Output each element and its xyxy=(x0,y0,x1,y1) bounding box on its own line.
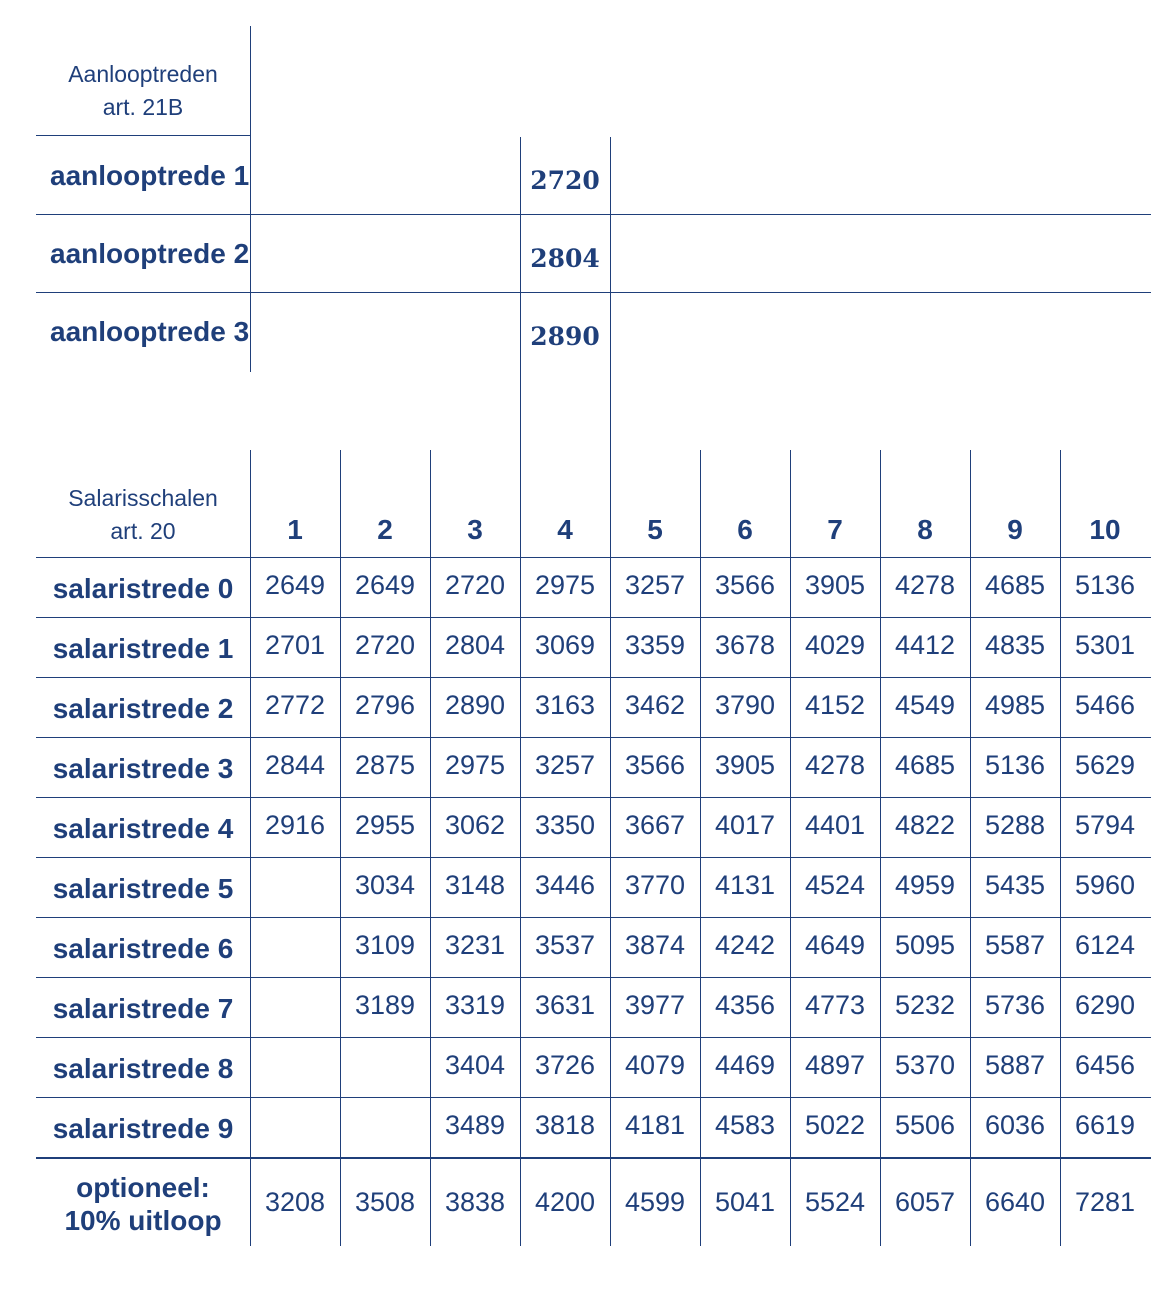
salary-cell: 3566 xyxy=(624,749,686,780)
salary-cell: 3667 xyxy=(624,809,686,840)
optional-cell: 5524 xyxy=(804,1186,866,1217)
optional-cell: 6640 xyxy=(984,1186,1046,1217)
salary-cell: 4152 xyxy=(804,689,866,720)
salary-cell: 5232 xyxy=(894,989,956,1020)
salary-cell: 6619 xyxy=(1074,1109,1136,1140)
scale-header-2: 2 xyxy=(377,514,393,545)
salary-cell: 3874 xyxy=(624,929,686,960)
salary-cell: 4079 xyxy=(624,1049,686,1080)
salary-cell: 4356 xyxy=(714,989,776,1020)
aanlooptrede-label: aanlooptrede 2 xyxy=(50,238,250,269)
salary-cell: 2955 xyxy=(354,809,416,840)
salary-cell: 5736 xyxy=(984,989,1046,1020)
salaris-header-line-2: art. 20 xyxy=(110,518,176,544)
salary-cell: 3062 xyxy=(444,809,506,840)
aanloop-header-line-1: Aanlooptreden xyxy=(68,61,218,87)
salaris-header xyxy=(36,480,250,550)
salary-cell: 2649 xyxy=(354,569,416,600)
salaristrede-label: salaristrede 7 xyxy=(52,993,234,1024)
salary-cell: 4278 xyxy=(894,569,956,600)
salary-cell: 3678 xyxy=(714,629,776,660)
salary-cell: 4835 xyxy=(984,629,1046,660)
salary-cell: 2649 xyxy=(264,569,326,600)
salary-cell: 2796 xyxy=(354,689,416,720)
salary-cell: 3189 xyxy=(354,989,416,1020)
optional-cell: 3508 xyxy=(354,1186,416,1217)
salary-cell: 5370 xyxy=(894,1049,956,1080)
salary-cell: 5136 xyxy=(1074,569,1136,600)
salary-cell: 2875 xyxy=(354,749,416,780)
aanloop-row-rule xyxy=(36,214,1151,215)
salary-cell: 4822 xyxy=(894,809,956,840)
salary-cell: 3359 xyxy=(624,629,686,660)
salary-cell xyxy=(250,916,340,974)
aanlooptrede-label: aanlooptrede 1 xyxy=(50,160,250,191)
salary-cell: 3148 xyxy=(444,869,506,900)
salary-cell: 5095 xyxy=(894,929,956,960)
aanloop-label-divider xyxy=(250,26,251,372)
salary-cell: 4131 xyxy=(714,869,776,900)
salaristrede-label: salaristrede 8 xyxy=(52,1053,234,1084)
salary-cell: 5960 xyxy=(1074,869,1136,900)
salary-cell: 3770 xyxy=(624,869,686,900)
salary-cell: 3069 xyxy=(534,629,596,660)
salary-cell: 3537 xyxy=(534,929,596,960)
salary-cell: 3404 xyxy=(444,1049,506,1080)
optional-cell: 4599 xyxy=(624,1186,686,1217)
scale-header-4: 4 xyxy=(557,514,573,545)
salary-cell: 3726 xyxy=(534,1049,596,1080)
salary-cell xyxy=(250,1036,340,1094)
salary-cell: 3905 xyxy=(714,749,776,780)
optional-label-line-2: 10% uitloop xyxy=(64,1205,222,1236)
aanloop-header-line-2: art. 21B xyxy=(102,94,184,120)
salary-cell: 2975 xyxy=(534,569,596,600)
optional-label xyxy=(36,1164,250,1244)
salary-cell: 5629 xyxy=(1074,749,1136,780)
salary-cell: 2975 xyxy=(444,749,506,780)
salary-cell: 5288 xyxy=(984,809,1046,840)
salary-cell: 4469 xyxy=(714,1049,776,1080)
salary-cell xyxy=(340,1096,430,1154)
salaris-header-line-1: Salarisschalen xyxy=(68,485,218,511)
optional-cell: 4200 xyxy=(534,1186,596,1217)
scale-header-5: 5 xyxy=(647,514,663,545)
salary-cell: 4649 xyxy=(804,929,866,960)
salary-cell: 4959 xyxy=(894,869,956,900)
salary-cell: 4685 xyxy=(984,569,1046,600)
salary-cell: 3977 xyxy=(624,989,686,1020)
salary-cell: 5466 xyxy=(1074,689,1136,720)
salary-cell: 2804 xyxy=(444,629,506,660)
salary-cell: 2916 xyxy=(264,809,326,840)
salary-cell: 4897 xyxy=(804,1049,866,1080)
salaristrede-label: salaristrede 1 xyxy=(52,633,234,664)
aanloop-value-right-border xyxy=(610,137,611,450)
salary-cell: 3905 xyxy=(804,569,866,600)
aanlooptrede-label: aanlooptrede 3 xyxy=(50,316,250,347)
optional-label-line-1: optioneel: xyxy=(76,1172,210,1203)
aanloop-row-rule xyxy=(36,292,1151,293)
salary-cell: 5435 xyxy=(984,869,1046,900)
salary-cell: 5506 xyxy=(894,1109,956,1140)
salary-cell xyxy=(340,1036,430,1094)
salary-cell: 2720 xyxy=(444,569,506,600)
scale-header-7: 7 xyxy=(827,514,843,545)
salary-cell: 4985 xyxy=(984,689,1046,720)
scale-header-9: 9 xyxy=(1007,514,1023,545)
optional-cell: 7281 xyxy=(1074,1186,1136,1217)
salaristrede-label: salaristrede 3 xyxy=(52,753,234,784)
salary-cell: 5794 xyxy=(1074,809,1136,840)
salary-cell: 3818 xyxy=(534,1109,596,1140)
salary-cell: 2720 xyxy=(354,629,416,660)
salary-cell: 3566 xyxy=(714,569,776,600)
salaristrede-label: salaristrede 5 xyxy=(52,873,234,904)
salary-cell: 3231 xyxy=(444,929,506,960)
salaristrede-label: salaristrede 2 xyxy=(52,693,234,724)
salary-cell: 5301 xyxy=(1074,629,1136,660)
aanloop-header-rule xyxy=(36,135,250,136)
optional-cell: 5041 xyxy=(714,1186,776,1217)
salary-cell: 4524 xyxy=(804,869,866,900)
aanloop-header xyxy=(36,55,250,127)
salary-cell: 3034 xyxy=(354,869,416,900)
scale-header-8: 8 xyxy=(917,514,933,545)
optional-cell: 3208 xyxy=(264,1186,326,1217)
scale-header-1: 1 xyxy=(287,514,303,545)
salary-cell: 6456 xyxy=(1074,1049,1136,1080)
salary-cell: 4017 xyxy=(714,809,776,840)
salary-cell: 2890 xyxy=(444,689,506,720)
salary-cell xyxy=(250,856,340,914)
scale-header-10: 10 xyxy=(1089,514,1121,545)
salary-cell: 4685 xyxy=(894,749,956,780)
salary-cell: 3446 xyxy=(534,869,596,900)
salary-cell: 3790 xyxy=(714,689,776,720)
salary-cell: 6036 xyxy=(984,1109,1046,1140)
salary-cell: 6290 xyxy=(1074,989,1136,1020)
salary-cell: 3319 xyxy=(444,989,506,1020)
optional-cell: 6057 xyxy=(894,1186,956,1217)
salary-cell: 3462 xyxy=(624,689,686,720)
salary-cell: 3163 xyxy=(534,689,596,720)
salary-cell: 3109 xyxy=(354,929,416,960)
salary-cell: 4278 xyxy=(804,749,866,780)
optional-cell: 3838 xyxy=(444,1186,506,1217)
salary-cell: 2844 xyxy=(264,749,326,780)
salary-cell: 4412 xyxy=(894,629,956,660)
aanlooptrede-value: 2890 xyxy=(530,321,600,351)
salary-cell: 4773 xyxy=(804,989,866,1020)
salary-cell: 5587 xyxy=(984,929,1046,960)
scale-header-6: 6 xyxy=(737,514,753,545)
salary-cell: 4029 xyxy=(804,629,866,660)
salaristrede-label: salaristrede 6 xyxy=(52,933,234,964)
salary-cell: 3631 xyxy=(534,989,596,1020)
salary-cell: 4242 xyxy=(714,929,776,960)
salary-cell: 5136 xyxy=(984,749,1046,780)
aanlooptrede-value: 2720 xyxy=(530,165,600,195)
salary-cell: 4549 xyxy=(894,689,956,720)
salary-cell xyxy=(250,1096,340,1154)
salary-cell: 5887 xyxy=(984,1049,1046,1080)
salary-cell: 2701 xyxy=(264,629,326,660)
salary-cell: 3257 xyxy=(624,569,686,600)
salary-cell: 6124 xyxy=(1074,929,1136,960)
salary-cell: 3489 xyxy=(444,1109,506,1140)
scale-header-3: 3 xyxy=(467,514,483,545)
salary-cell: 4181 xyxy=(624,1109,686,1140)
salary-cell: 2772 xyxy=(264,689,326,720)
aanlooptrede-value: 2804 xyxy=(530,243,600,273)
salaristrede-label: salaristrede 4 xyxy=(52,813,234,844)
salary-cell: 4401 xyxy=(804,809,866,840)
salaristrede-label: salaristrede 0 xyxy=(52,573,234,604)
salaristrede-label: salaristrede 9 xyxy=(52,1113,234,1144)
salary-cell: 4583 xyxy=(714,1109,776,1140)
salary-cell: 3350 xyxy=(534,809,596,840)
salary-cell xyxy=(250,976,340,1034)
salary-cell: 3257 xyxy=(534,749,596,780)
salary-cell: 5022 xyxy=(804,1109,866,1140)
